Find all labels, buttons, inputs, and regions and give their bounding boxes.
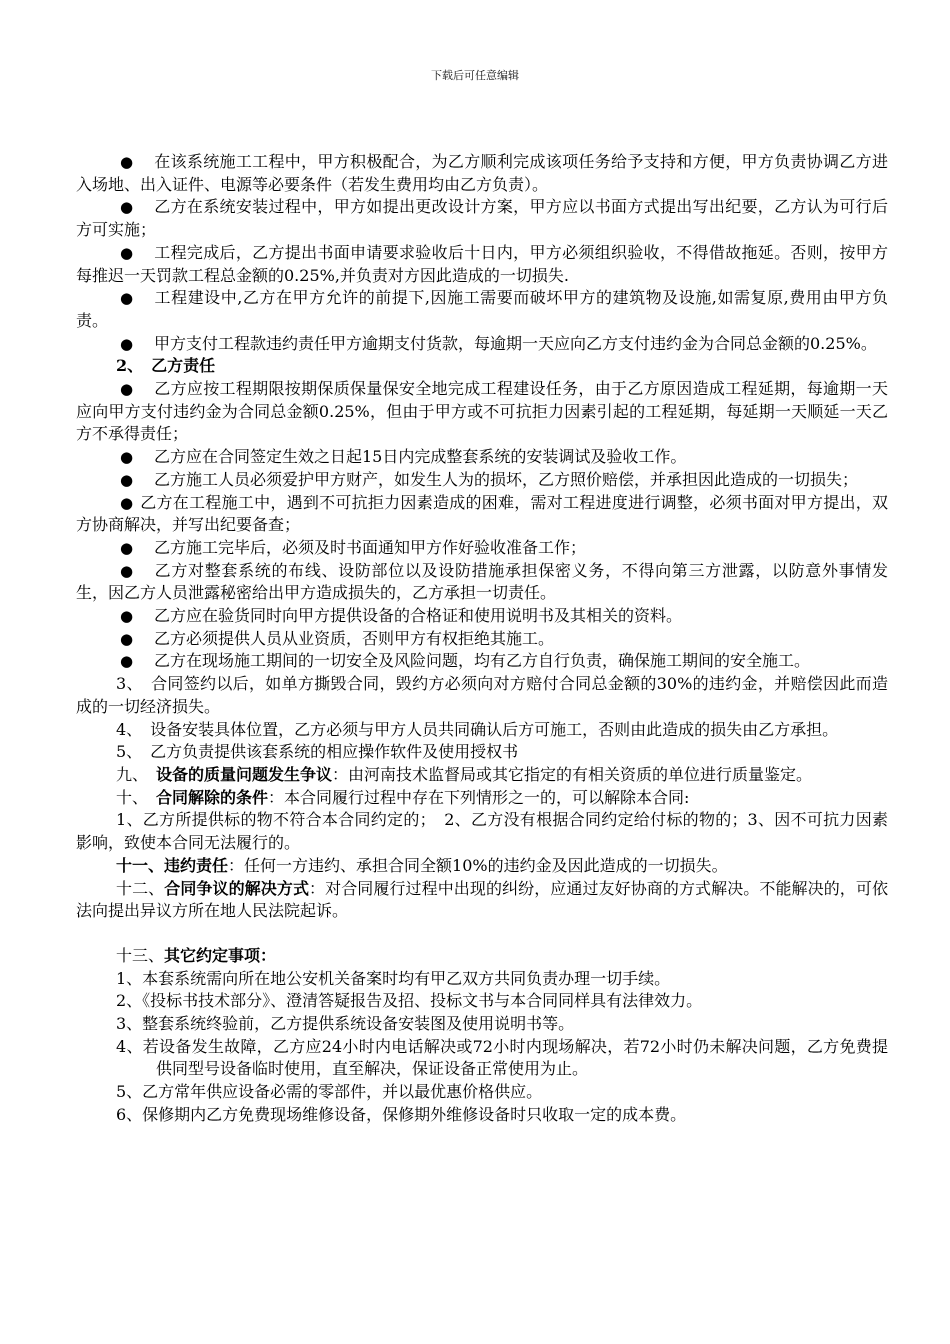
section-9-title: 设备的质量问题发生争议 <box>156 764 333 784</box>
bullet-icon: ● <box>120 448 134 467</box>
list-item: 3、整套系统终验前，乙方提供系统设备安装图及使用说明书等。 <box>116 1014 575 1034</box>
bullet-icon: ● <box>120 607 134 626</box>
bullet-icon: ● <box>120 289 134 308</box>
list-item: ● 乙方应在合同签定生效之日起15日内完成整套系统的安装调试及验收工作。 <box>76 446 888 469</box>
bullet-icon: ● <box>120 470 134 489</box>
section-11-title: 十一、违约责任 <box>116 855 229 875</box>
bullet-icon: ● <box>120 561 134 580</box>
bullet-icon: ● <box>120 629 134 648</box>
list-item: 4、若设备发生故障，乙方应24小时内电话解决或72小时内现场解决，若72小时仍未解决问题，乙方免费提供同型号设备临时使用，直至解决，保证设备正常使用为止。 <box>116 1036 888 1079</box>
section-10-title: 合同解除的条件 <box>156 787 269 807</box>
list-item: ● 工程完成后，乙方提出书面申请要求验收后十日内，甲方必须组织验收，不得借故拖延。否则，按甲方每推迟一天罚款工程总金额的0.25%,并负责对方因此造成的一切损失. <box>76 242 888 285</box>
bullet-icon: ● <box>120 153 134 171</box>
clause-3: 3、 合同签约以后，如单方撕毁合同，毁约方必须向对方赔付合同总金额的30%的违约金，并赔偿因此而造成的一切经济损失。 <box>76 674 888 716</box>
list-item: ● 乙方施工人员必须爱护甲方财产，如发生人为的损坏，乙方照价赔偿，并承担因此造成的一切损失； <box>76 469 888 492</box>
list-item: ● 甲方支付工程款违约责任甲方逾期支付货款，每逾期一天应向乙方支付违约金为合同总金额的0.25%。 <box>76 333 888 356</box>
bullet-icon: ● <box>120 538 134 557</box>
bullet-icon: ● <box>120 493 134 512</box>
list-item: ● 乙方应按工程期限按期保质保量保安全地完成工程建设任务，由于乙方原因造成工程延期，每逾期一天应向甲方支付违约金为合同总金额0.25%，但由于甲方或不可抗拒力因素引起的工程延期，每延期一天顺延一天乙方不承得责任； <box>76 379 888 444</box>
section-10: 十、 合同解除的条件：本合同履行过程中存在下列情形之一的，可以解除本合同: <box>116 787 690 807</box>
list-item: ● 乙方应在验货同时向甲方提供设备的合格证和使用说明书及其相关的资料。 <box>76 605 888 628</box>
list-item: 1、本套系统需向所在地公安机关备案时均有甲乙双方共同负责办理一切手续。 <box>116 968 671 988</box>
bullet-icon: ● <box>120 243 134 262</box>
list-item: ● 工程建设中,乙方在甲方允许的前提下,因施工需要而破坏甲方的建筑物及设施,如需复原,费用由甲方负责。 <box>76 288 888 330</box>
list-item: ● 乙方对整套系统的布线、设防部位以及设防措施承担保密义务，不得向第三方泄露，以防意外事情发生，因乙方人员泄露秘密给出甲方造成损失的，乙方承担一切责任。 <box>76 560 888 603</box>
section-12: 十二、合同争议的解决方式：对合同履行过程中出现的纠纷，应通过友好协商的方式解决。不能解决的，可依法向提出异议方所在地人民法院起诉。 <box>76 878 888 921</box>
bullet-icon: ● <box>120 652 134 671</box>
section-12-title: 合同争议的解决方式 <box>164 878 310 898</box>
bullet-icon: ● <box>120 198 134 217</box>
list-item: ● 乙方在系统安装过程中，甲方如提出更改设计方案，甲方应以书面方式提出写出纪要，乙方认为可行后方可实施； <box>76 197 888 240</box>
page-header: 下载后可任意编辑 <box>431 69 519 82</box>
bullet-icon: ● <box>120 380 134 399</box>
list-item: ● 乙方在工程施工中，遇到不可抗拒力因素造成的困难，需对工程进度进行调整，必须书面对甲方提出，双方协商解决，并写出纪要备查； <box>76 492 888 535</box>
list-item: ● 在该系统施工工程中，甲方积极配合，为乙方顺利完成该项任务给予支持和方便，甲方负责协调乙方进入场地、出入证件、电源等必要条件（若发生费用均由乙方负责）。 <box>76 152 888 194</box>
section-11: 十一、违约责任：任何一方违约、承担合同全额10%的违约金及因此造成的一切损失。 <box>116 855 728 875</box>
clause-5: 5、 乙方负责提供该套系统的相应操作软件及使用授权书 <box>116 742 519 762</box>
section-10-items: 1、乙方所提供标的物不符合本合同约定的； 2、乙方没有根据合同约定给付标的物的；3、因不可抗力因素影响，致使本合同无法履行的。 <box>76 810 888 853</box>
document-body <box>76 151 888 1127</box>
list-item: 5、乙方常年供应设备必需的零部件，并以最优惠价格供应。 <box>116 1082 543 1102</box>
section-13-title: 其它约定事项： <box>164 945 277 965</box>
section-13: 十三、其它约定事项： <box>116 945 277 965</box>
list-item: 6、保修期内乙方免费现场维修设备，保修期外维修设备时只收取一定的成本费。 <box>116 1104 687 1124</box>
list-item: 2、《投标书技术部分》、澄清答疑报告及招、投标文书与本合同同样具有法律效力。 <box>116 991 703 1011</box>
section-9: 九、 设备的质量问题发生争议：由河南技术监督局或其它指定的有相关资质的单位进行质量鉴定。 <box>116 764 813 784</box>
bullet-icon: ● <box>120 334 134 353</box>
clause-4: 4、 设备安装具体位置，乙方必须与甲方人员共同确认后方可施工，否则由此造成的损失由乙方承担。 <box>116 719 839 739</box>
section-heading: 2、 乙方责任 <box>116 356 216 376</box>
list-item: ● 乙方在现场施工期间的一切安全及风险问题，均有乙方自行负责，确保施工期间的安全施工。 <box>76 650 888 673</box>
list-item: ● 乙方必须提供人员从业资质，否则甲方有权拒绝其施工。 <box>76 628 888 651</box>
list-item: ● 乙方施工完毕后，必须及时书面通知甲方作好验收准备工作； <box>76 537 888 560</box>
